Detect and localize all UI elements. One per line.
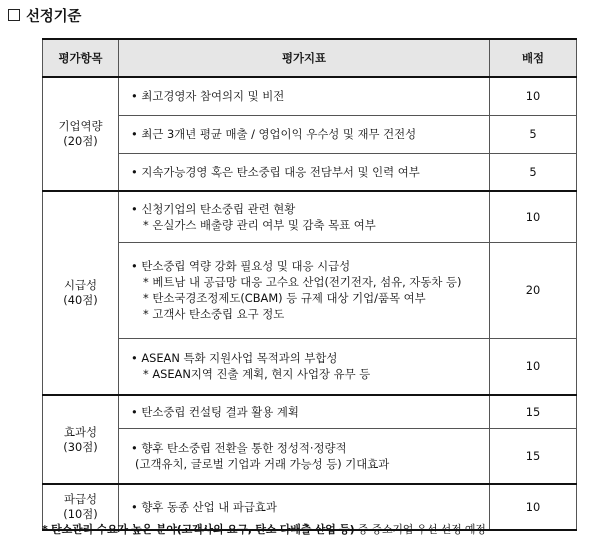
indicator-cell: [119, 77, 490, 115]
header-category: 평가항목: [43, 39, 119, 77]
category-label: 시급성: [63, 278, 97, 292]
indicator-cell: [119, 395, 490, 428]
indicator-subtext: * 베트남 내 공급망 대응 고수요 산업(전기전자, 섬유, 자동차 등): [143, 275, 462, 289]
header-indicator: 평가지표: [119, 39, 490, 77]
table-row: [43, 77, 577, 115]
table-row: [43, 115, 577, 153]
indicator-cell: [119, 153, 490, 191]
indicator-text: • 최고경영자 참여의지 및 비전: [131, 89, 285, 104]
category-cell: [43, 395, 119, 484]
score-cell: 15: [490, 395, 577, 428]
indicator-subtext: * ASEAN지역 진출 계획, 현지 사업장 유무 등: [143, 367, 371, 382]
score-cell: 10: [490, 338, 577, 395]
indicator-cell: [119, 428, 490, 484]
group-capability: [43, 77, 577, 191]
group-urgency: [43, 191, 577, 395]
category-cell: [43, 77, 119, 191]
indicator-text: • 탄소중립 역량 강화 필요성 및 대응 시급성: [131, 259, 351, 273]
table-row: [43, 153, 577, 191]
score-cell: 10: [490, 484, 577, 530]
score-cell: 10: [490, 77, 577, 115]
footnote: [42, 521, 486, 537]
score-cell: 15: [490, 428, 577, 484]
footnote-emphasis: * 탄소관리 수요가 높은 분야(고객사의 요구, 탄소 다배출 산업 등): [42, 523, 355, 536]
table-row: [43, 242, 577, 338]
category-points: (20점): [63, 134, 98, 148]
table-row: [43, 191, 577, 242]
section-title: 선정기준: [26, 8, 82, 25]
indicator-subtext: (고객유치, 글로벌 기업과 거래 가능성 등) 기대효과: [135, 456, 390, 471]
indicator-cell: [119, 338, 490, 395]
category-points: (30점): [63, 439, 98, 454]
indicator-text: • 최근 3개년 평균 매출 / 영업이익 우수성 및 재무 건전성: [131, 127, 417, 141]
score-cell: 5: [490, 115, 577, 153]
footnote-text: 중 중소기업 우선 선정 예정: [354, 523, 486, 536]
indicator-cell: [119, 242, 490, 338]
category-cell: [43, 191, 119, 395]
checkbox-icon: [8, 9, 20, 21]
indicator-text: • 향후 탄소중립 전환을 통한 정성적·정량적: [131, 440, 347, 455]
indicator-text: • 향후 동종 산업 내 파급효과: [131, 500, 277, 514]
group-effectiveness: [43, 395, 577, 484]
indicator-text: • 지속가능경영 혹은 탄소중립 대응 전담부서 및 인력 여부: [131, 164, 420, 179]
criteria-table: [42, 38, 577, 531]
indicator-text: • 탄소중립 컨설팅 결과 활용 계획: [131, 404, 299, 419]
category-label: 효과성: [63, 424, 97, 439]
indicator-cell: [119, 115, 490, 153]
table-row: [43, 428, 577, 484]
indicator-text: • ASEAN 특화 지원사업 목적과의 부합성: [131, 351, 338, 366]
indicator-subtext: * 고객사 탄소중립 요구 정도: [143, 307, 285, 321]
score-cell: 5: [490, 153, 577, 191]
category-label: 기업역량: [58, 119, 103, 133]
table-header-row: [43, 39, 577, 77]
table-row: [43, 338, 577, 395]
indicator-cell: [119, 191, 490, 242]
category-points: (40점): [63, 293, 98, 307]
category-points: (10점): [63, 507, 98, 521]
score-cell: 10: [490, 191, 577, 242]
category-label: 파급성: [63, 492, 97, 506]
indicator-subtext: * 탄소국경조정제도(CBAM) 등 규제 대상 기업/품목 여부: [143, 291, 426, 305]
section-heading: [8, 4, 81, 26]
score-cell: 20: [490, 242, 577, 338]
indicator-subtext: * 온실가스 배출량 관리 여부 및 감축 목표 여부: [143, 217, 376, 232]
header-score: 배점: [490, 39, 577, 77]
indicator-text: • 신청기업의 탄소중립 관련 현황: [131, 201, 296, 216]
table-row: [43, 395, 577, 428]
